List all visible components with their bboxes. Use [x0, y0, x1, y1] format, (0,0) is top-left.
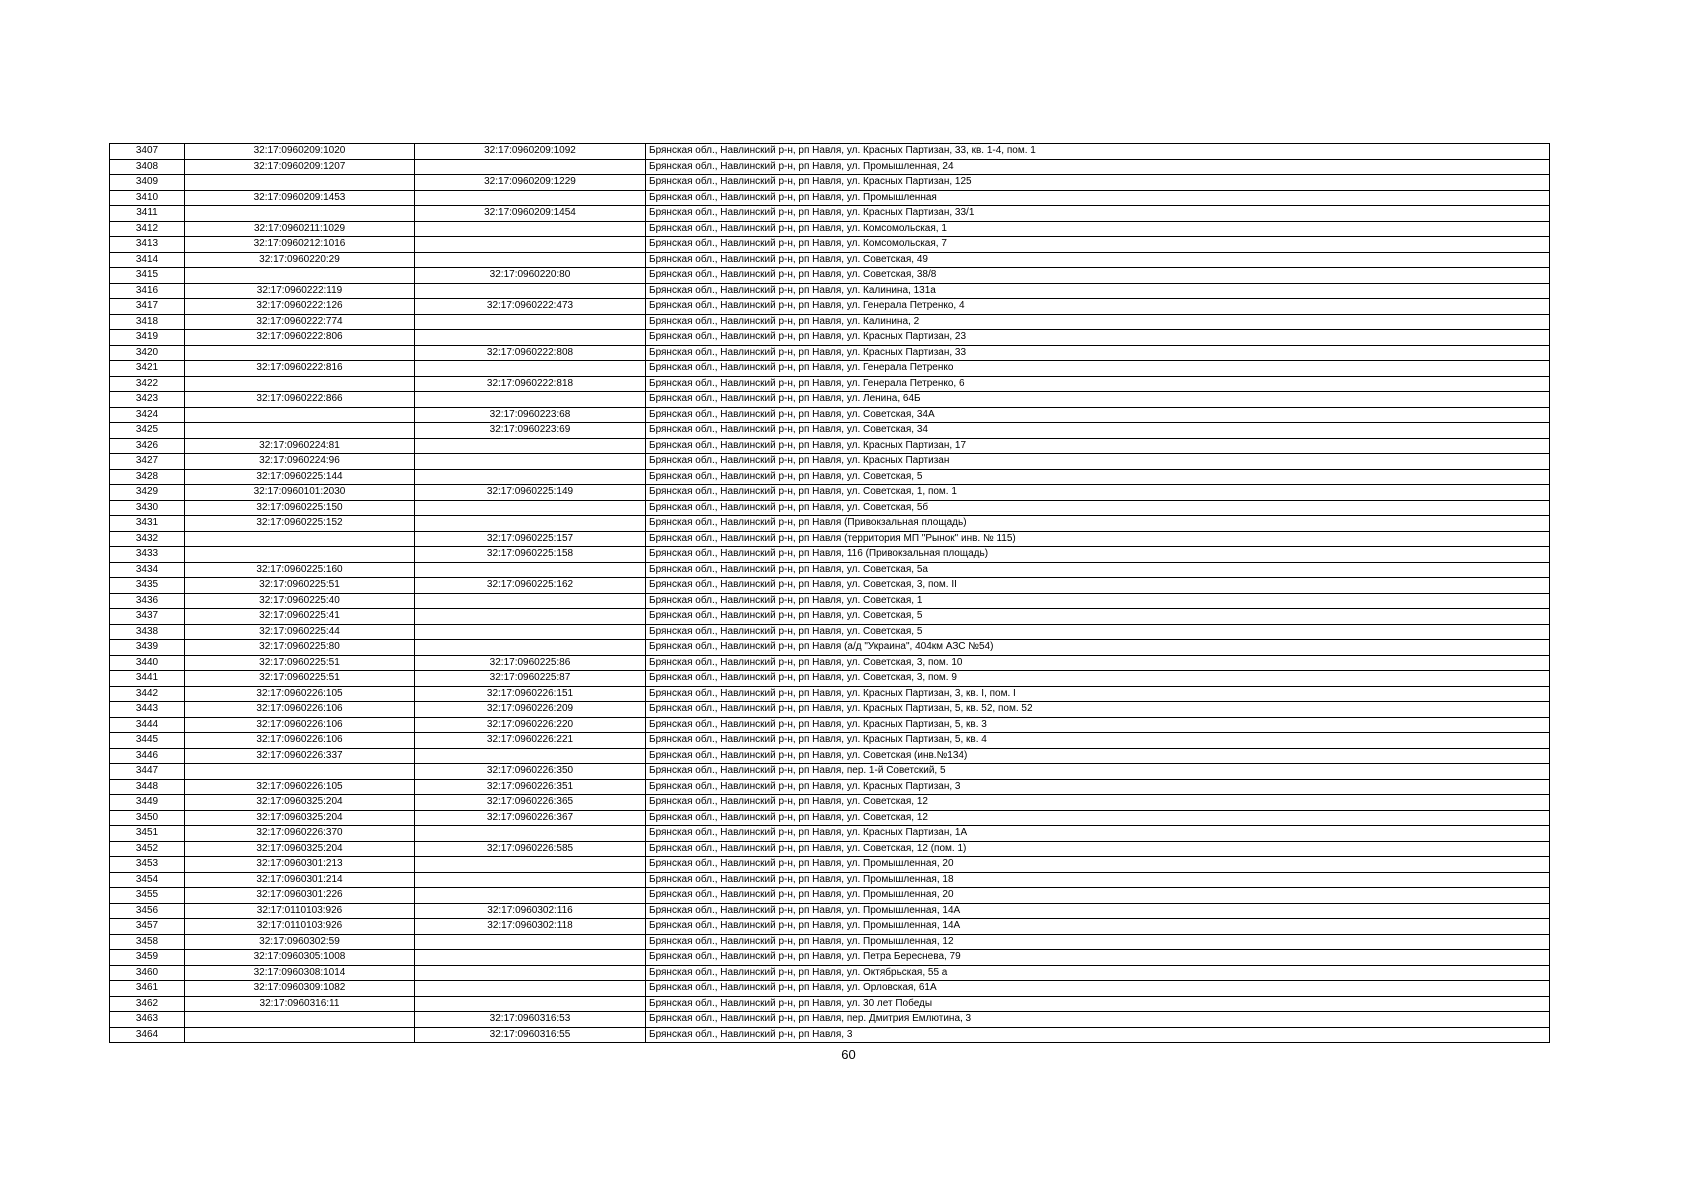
address-cell: Брянская обл., Навлинский р-н, рп Навля, ул. Советская, 5б — [646, 500, 1550, 516]
table-row — [110, 748, 1550, 764]
table-body — [110, 144, 1550, 1043]
address-cell: Брянская обл., Навлинский р-н, рп Навля, ул. Советская, 3, пом. II — [646, 578, 1550, 594]
row-number-cell: 3435 — [110, 578, 185, 594]
table-row — [110, 826, 1550, 842]
table-row — [110, 996, 1550, 1012]
address-cell: Брянская обл., Навлинский р-н, рп Навля, ул. Калинина, 2 — [646, 314, 1550, 330]
table-row — [110, 578, 1550, 594]
row-number-cell: 3413 — [110, 237, 185, 253]
cadastral-number-cell: 32:17:0960309:1082 — [185, 981, 415, 997]
table-row — [110, 733, 1550, 749]
address-cell: Брянская обл., Навлинский р-н, рп Навля, 3 — [646, 1027, 1550, 1043]
address-cell: Брянская обл., Навлинский р-н, рп Навля, ул. Красных Партизан, 33 — [646, 345, 1550, 361]
related-cadastral-number-cell — [415, 314, 646, 330]
row-number-cell: 3446 — [110, 748, 185, 764]
address-cell: Брянская обл., Навлинский р-н, рп Навля, ул. Генерала Петренко — [646, 361, 1550, 377]
table-row — [110, 888, 1550, 904]
related-cadastral-number-cell: 32:17:0960222:818 — [415, 376, 646, 392]
cadastral-number-cell: 32:17:0960222:866 — [185, 392, 415, 408]
table-row — [110, 485, 1550, 501]
row-number-cell: 3459 — [110, 950, 185, 966]
table-row — [110, 795, 1550, 811]
related-cadastral-number-cell: 32:17:0960225:87 — [415, 671, 646, 687]
table-row — [110, 531, 1550, 547]
address-cell: Брянская обл., Навлинский р-н, рп Навля, ул. Промышленная, 20 — [646, 857, 1550, 873]
table-row — [110, 438, 1550, 454]
cadastral-number-cell: 32:17:0960226:106 — [185, 702, 415, 718]
cadastral-number-cell: 32:17:0960301:214 — [185, 872, 415, 888]
table-row — [110, 330, 1550, 346]
table-row — [110, 392, 1550, 408]
address-cell: Брянская обл., Навлинский р-н, рп Навля, ул. Промышленная, 18 — [646, 872, 1550, 888]
row-number-cell: 3457 — [110, 919, 185, 935]
table-row — [110, 454, 1550, 470]
cadastral-number-cell: 32:17:0960225:144 — [185, 469, 415, 485]
table-row — [110, 934, 1550, 950]
table-row — [110, 159, 1550, 175]
table-row — [110, 841, 1550, 857]
related-cadastral-number-cell: 32:17:0960226:350 — [415, 764, 646, 780]
address-cell: Брянская обл., Навлинский р-н, рп Навля, ул. Красных Партизан, 5, кв. 4 — [646, 733, 1550, 749]
address-cell: Брянская обл., Навлинский р-н, рп Навля, ул. Советская, 38/8 — [646, 268, 1550, 284]
table-row — [110, 671, 1550, 687]
cadastral-number-cell: 32:17:0960225:160 — [185, 562, 415, 578]
row-number-cell: 3454 — [110, 872, 185, 888]
related-cadastral-number-cell — [415, 950, 646, 966]
table-row — [110, 624, 1550, 640]
row-number-cell: 3430 — [110, 500, 185, 516]
table-row — [110, 779, 1550, 795]
cadastral-number-cell: 32:17:0960225:152 — [185, 516, 415, 532]
row-number-cell: 3445 — [110, 733, 185, 749]
row-number-cell: 3415 — [110, 268, 185, 284]
address-cell: Брянская обл., Навлинский р-н, рп Навля, ул. Советская, 34А — [646, 407, 1550, 423]
address-cell: Брянская обл., Навлинский р-н, рп Навля, ул. Красных Партизан, 23 — [646, 330, 1550, 346]
row-number-cell: 3442 — [110, 686, 185, 702]
row-number-cell: 3419 — [110, 330, 185, 346]
cadastral-number-cell — [185, 423, 415, 439]
cadastral-number-cell: 32:17:0960226:105 — [185, 686, 415, 702]
address-cell: Брянская обл., Навлинский р-н, рп Навля, ул. Промышленная, 14А — [646, 903, 1550, 919]
row-number-cell: 3443 — [110, 702, 185, 718]
related-cadastral-number-cell: 32:17:0960302:118 — [415, 919, 646, 935]
table-row — [110, 965, 1550, 981]
row-number-cell: 3408 — [110, 159, 185, 175]
row-number-cell: 3429 — [110, 485, 185, 501]
table-row — [110, 252, 1550, 268]
row-number-cell: 3439 — [110, 640, 185, 656]
cadastral-number-cell: 32:17:0960305:1008 — [185, 950, 415, 966]
address-cell: Брянская обл., Навлинский р-н, рп Навля, ул. Советская, 5 — [646, 624, 1550, 640]
address-cell: Брянская обл., Навлинский р-н, рп Навля, ул. Красных Партизан, 5, кв. 52, пом. 52 — [646, 702, 1550, 718]
table-row — [110, 423, 1550, 439]
address-cell: Брянская обл., Навлинский р-н, рп Навля, ул. Советская, 1, пом. 1 — [646, 485, 1550, 501]
cadastral-number-cell: 32:17:0960316:11 — [185, 996, 415, 1012]
row-number-cell: 3444 — [110, 717, 185, 733]
address-cell: Брянская обл., Навлинский р-н, рп Навля, ул. Советская, 12 — [646, 795, 1550, 811]
related-cadastral-number-cell: 32:17:0960226:220 — [415, 717, 646, 733]
related-cadastral-number-cell — [415, 237, 646, 253]
row-number-cell: 3418 — [110, 314, 185, 330]
address-cell: Брянская обл., Навлинский р-н, рп Навля, ул. Калинина, 131а — [646, 283, 1550, 299]
cadastral-number-cell: 32:17:0960301:226 — [185, 888, 415, 904]
address-cell: Брянская обл., Навлинский р-н, рп Навля, пер. Дмитрия Емлютина, 3 — [646, 1012, 1550, 1028]
row-number-cell: 3453 — [110, 857, 185, 873]
related-cadastral-number-cell — [415, 888, 646, 904]
related-cadastral-number-cell — [415, 748, 646, 764]
related-cadastral-number-cell — [415, 361, 646, 377]
row-number-cell: 3448 — [110, 779, 185, 795]
address-cell: Брянская обл., Навлинский р-н, рп Навля, ул. Промышленная — [646, 190, 1550, 206]
table-row — [110, 376, 1550, 392]
table-row — [110, 950, 1550, 966]
address-cell: Брянская обл., Навлинский р-н, рп Навля, ул. Советская, 49 — [646, 252, 1550, 268]
table-row — [110, 702, 1550, 718]
table-row — [110, 206, 1550, 222]
row-number-cell: 3461 — [110, 981, 185, 997]
cadastral-number-cell: 32:17:0960224:96 — [185, 454, 415, 470]
address-cell: Брянская обл., Навлинский р-н, рп Навля, ул. Октябрьская, 55 а — [646, 965, 1550, 981]
cadastral-number-cell: 32:17:0960212:1016 — [185, 237, 415, 253]
cadastral-number-cell — [185, 547, 415, 563]
table-row — [110, 655, 1550, 671]
cadastral-number-cell: 32:17:0960225:80 — [185, 640, 415, 656]
cadastral-number-cell: 32:17:0960211:1029 — [185, 221, 415, 237]
address-cell: Брянская обл., Навлинский р-н, рп Навля, ул. Петра Береснева, 79 — [646, 950, 1550, 966]
related-cadastral-number-cell: 32:17:0960226:221 — [415, 733, 646, 749]
cadastral-number-cell: 32:17:0960225:51 — [185, 671, 415, 687]
related-cadastral-number-cell: 32:17:0960225:86 — [415, 655, 646, 671]
table-row — [110, 299, 1550, 315]
row-number-cell: 3437 — [110, 609, 185, 625]
cadastral-number-cell: 32:17:0960325:204 — [185, 810, 415, 826]
cadastral-number-cell: 32:17:0960209:1020 — [185, 144, 415, 160]
address-cell: Брянская обл., Навлинский р-н, рп Навля, ул. Красных Партизан, 33, кв. 1-4, пом. 1 — [646, 144, 1550, 160]
cadastral-number-cell: 32:17:0960225:51 — [185, 578, 415, 594]
row-number-cell: 3426 — [110, 438, 185, 454]
address-cell: Брянская обл., Навлинский р-н, рп Навля, ул. Комсомольская, 7 — [646, 237, 1550, 253]
related-cadastral-number-cell — [415, 857, 646, 873]
address-cell: Брянская обл., Навлинский р-н, рп Навля, ул. Красных Партизан, 33/1 — [646, 206, 1550, 222]
row-number-cell: 3456 — [110, 903, 185, 919]
address-cell: Брянская обл., Навлинский р-н, рп Навля (а/д "Украина", 404км АЗС №54) — [646, 640, 1550, 656]
row-number-cell: 3463 — [110, 1012, 185, 1028]
row-number-cell: 3447 — [110, 764, 185, 780]
cadastral-number-cell: 32:17:0960225:41 — [185, 609, 415, 625]
cadastral-number-cell: 32:17:0960225:44 — [185, 624, 415, 640]
address-cell: Брянская обл., Навлинский р-н, рп Навля, ул. Промышленная, 14А — [646, 919, 1550, 935]
table-row — [110, 919, 1550, 935]
cadastral-number-cell — [185, 376, 415, 392]
cadastral-number-cell: 32:17:0960209:1453 — [185, 190, 415, 206]
related-cadastral-number-cell: 32:17:0960209:1229 — [415, 175, 646, 191]
row-number-cell: 3431 — [110, 516, 185, 532]
row-number-cell: 3451 — [110, 826, 185, 842]
table-row — [110, 175, 1550, 191]
related-cadastral-number-cell: 32:17:0960302:116 — [415, 903, 646, 919]
related-cadastral-number-cell: 32:17:0960222:473 — [415, 299, 646, 315]
cadastral-number-cell: 32:17:0960222:816 — [185, 361, 415, 377]
table-row — [110, 345, 1550, 361]
related-cadastral-number-cell: 32:17:0960209:1092 — [415, 144, 646, 160]
address-cell: Брянская обл., Навлинский р-н, рп Навля, ул. Советская, 5 — [646, 469, 1550, 485]
table-row — [110, 1012, 1550, 1028]
related-cadastral-number-cell — [415, 159, 646, 175]
related-cadastral-number-cell: 32:17:0960316:53 — [415, 1012, 646, 1028]
row-number-cell: 3438 — [110, 624, 185, 640]
address-cell: Брянская обл., Навлинский р-н, рп Навля, ул. Промышленная, 12 — [646, 934, 1550, 950]
address-cell: Брянская обл., Навлинский р-н, рп Навля, ул. Генерала Петренко, 6 — [646, 376, 1550, 392]
cadastral-number-cell: 32:17:0110103:926 — [185, 903, 415, 919]
row-number-cell: 3422 — [110, 376, 185, 392]
table-row — [110, 764, 1550, 780]
row-number-cell: 3411 — [110, 206, 185, 222]
related-cadastral-number-cell: 32:17:0960225:157 — [415, 531, 646, 547]
address-cell: Брянская обл., Навлинский р-н, рп Навля, ул. Советская, 12 (пом. 1) — [646, 841, 1550, 857]
related-cadastral-number-cell: 32:17:0960209:1454 — [415, 206, 646, 222]
related-cadastral-number-cell — [415, 252, 646, 268]
related-cadastral-number-cell — [415, 996, 646, 1012]
table-row — [110, 686, 1550, 702]
cadastral-number-cell: 32:17:0960225:150 — [185, 500, 415, 516]
cadastral-number-cell: 32:17:0960101:2030 — [185, 485, 415, 501]
table-row — [110, 903, 1550, 919]
related-cadastral-number-cell: 32:17:0960225:162 — [415, 578, 646, 594]
related-cadastral-number-cell: 32:17:0960222:808 — [415, 345, 646, 361]
address-cell: Брянская обл., Навлинский р-н, рп Навля, ул. Советская, 5а — [646, 562, 1550, 578]
address-cell: Брянская обл., Навлинский р-н, рп Навля, ул. Советская, 3, пом. 10 — [646, 655, 1550, 671]
table-row — [110, 810, 1550, 826]
cadastral-number-cell: 32:17:0960222:774 — [185, 314, 415, 330]
related-cadastral-number-cell — [415, 392, 646, 408]
cadastral-number-cell — [185, 1012, 415, 1028]
cadastral-number-cell — [185, 764, 415, 780]
related-cadastral-number-cell: 32:17:0960226:365 — [415, 795, 646, 811]
table-row — [110, 221, 1550, 237]
property-table — [109, 143, 1550, 1043]
address-cell: Брянская обл., Навлинский р-н, рп Навля, ул. 30 лет Победы — [646, 996, 1550, 1012]
cadastral-number-cell — [185, 407, 415, 423]
cadastral-number-cell: 32:17:0960222:126 — [185, 299, 415, 315]
row-number-cell: 3455 — [110, 888, 185, 904]
cadastral-number-cell: 32:17:0960222:119 — [185, 283, 415, 299]
table-row — [110, 314, 1550, 330]
table-row — [110, 609, 1550, 625]
cadastral-number-cell — [185, 175, 415, 191]
cadastral-number-cell: 32:17:0960220:29 — [185, 252, 415, 268]
related-cadastral-number-cell — [415, 965, 646, 981]
address-cell: Брянская обл., Навлинский р-н, рп Навля, ул. Советская (инв.№134) — [646, 748, 1550, 764]
address-cell: Брянская обл., Навлинский р-н, рп Навля, ул. Промышленная, 20 — [646, 888, 1550, 904]
cadastral-number-cell: 32:17:0960226:370 — [185, 826, 415, 842]
table-row — [110, 190, 1550, 206]
row-number-cell: 3441 — [110, 671, 185, 687]
table-row — [110, 640, 1550, 656]
table-row — [110, 872, 1550, 888]
address-cell: Брянская обл., Навлинский р-н, рп Навля, ул. Советская, 1 — [646, 593, 1550, 609]
address-cell: Брянская обл., Навлинский р-н, рп Навля (территория МП "Рынок" инв. № 115) — [646, 531, 1550, 547]
row-number-cell: 3421 — [110, 361, 185, 377]
related-cadastral-number-cell: 32:17:0960225:149 — [415, 485, 646, 501]
table-row — [110, 237, 1550, 253]
address-cell: Брянская обл., Навлинский р-н, рп Навля, ул. Комсомольская, 1 — [646, 221, 1550, 237]
cadastral-number-cell: 32:17:0960301:213 — [185, 857, 415, 873]
row-number-cell: 3460 — [110, 965, 185, 981]
related-cadastral-number-cell — [415, 624, 646, 640]
related-cadastral-number-cell: 32:17:0960226:151 — [415, 686, 646, 702]
row-number-cell: 3428 — [110, 469, 185, 485]
related-cadastral-number-cell — [415, 609, 646, 625]
table-row — [110, 361, 1550, 377]
cadastral-number-cell: 32:17:0960325:204 — [185, 841, 415, 857]
related-cadastral-number-cell — [415, 190, 646, 206]
related-cadastral-number-cell — [415, 934, 646, 950]
address-cell: Брянская обл., Навлинский р-н, рп Навля, ул. Красных Партизан, 3, кв. I, пом. I — [646, 686, 1550, 702]
address-cell: Брянская обл., Навлинский р-н, рп Навля, ул. Красных Партизан, 5, кв. 3 — [646, 717, 1550, 733]
page-number: 60 — [841, 1047, 856, 1062]
address-cell: Брянская обл., Навлинский р-н, рп Навля, ул. Красных Партизан, 125 — [646, 175, 1550, 191]
cadastral-number-cell: 32:17:0960226:106 — [185, 733, 415, 749]
row-number-cell: 3434 — [110, 562, 185, 578]
table-row — [110, 516, 1550, 532]
cadastral-number-cell — [185, 345, 415, 361]
cadastral-number-cell: 32:17:0960225:51 — [185, 655, 415, 671]
related-cadastral-number-cell — [415, 283, 646, 299]
cadastral-number-cell: 32:17:0960222:806 — [185, 330, 415, 346]
related-cadastral-number-cell — [415, 981, 646, 997]
table-row — [110, 407, 1550, 423]
row-number-cell: 3436 — [110, 593, 185, 609]
row-number-cell: 3440 — [110, 655, 185, 671]
address-cell: Брянская обл., Навлинский р-н, рп Навля, ул. Советская, 5 — [646, 609, 1550, 625]
address-cell: Брянская обл., Навлинский р-н, рп Навля, 116 (Привокзальная площадь) — [646, 547, 1550, 563]
address-cell: Брянская обл., Навлинский р-н, рп Навля, ул. Красных Партизан, 17 — [646, 438, 1550, 454]
row-number-cell: 3414 — [110, 252, 185, 268]
row-number-cell: 3427 — [110, 454, 185, 470]
row-number-cell: 3449 — [110, 795, 185, 811]
row-number-cell: 3452 — [110, 841, 185, 857]
related-cadastral-number-cell: 32:17:0960226:367 — [415, 810, 646, 826]
cadastral-number-cell — [185, 531, 415, 547]
table-row — [110, 717, 1550, 733]
related-cadastral-number-cell: 32:17:0960223:69 — [415, 423, 646, 439]
row-number-cell: 3425 — [110, 423, 185, 439]
cadastral-number-cell — [185, 268, 415, 284]
address-cell: Брянская обл., Навлинский р-н, рп Навля, ул. Орловская, 61А — [646, 981, 1550, 997]
row-number-cell: 3464 — [110, 1027, 185, 1043]
row-number-cell: 3462 — [110, 996, 185, 1012]
related-cadastral-number-cell — [415, 221, 646, 237]
table-row — [110, 547, 1550, 563]
row-number-cell: 3412 — [110, 221, 185, 237]
related-cadastral-number-cell — [415, 330, 646, 346]
address-cell: Брянская обл., Навлинский р-н, рп Навля, ул. Промышленная, 24 — [646, 159, 1550, 175]
related-cadastral-number-cell — [415, 640, 646, 656]
related-cadastral-number-cell — [415, 562, 646, 578]
cadastral-number-cell: 32:17:0960226:337 — [185, 748, 415, 764]
address-cell: Брянская обл., Навлинский р-н, рп Навля, ул. Ленина, 64Б — [646, 392, 1550, 408]
row-number-cell: 3423 — [110, 392, 185, 408]
related-cadastral-number-cell: 32:17:0960226:209 — [415, 702, 646, 718]
table-row — [110, 469, 1550, 485]
table-row — [110, 283, 1550, 299]
related-cadastral-number-cell: 32:17:0960226:585 — [415, 841, 646, 857]
related-cadastral-number-cell — [415, 469, 646, 485]
row-number-cell: 3433 — [110, 547, 185, 563]
related-cadastral-number-cell: 32:17:0960226:351 — [415, 779, 646, 795]
table-row — [110, 144, 1550, 160]
related-cadastral-number-cell: 32:17:0960225:158 — [415, 547, 646, 563]
table-row — [110, 268, 1550, 284]
cadastral-number-cell: 32:17:0960226:106 — [185, 717, 415, 733]
address-cell: Брянская обл., Навлинский р-н, рп Навля, ул. Красных Партизан, 1А — [646, 826, 1550, 842]
row-number-cell: 3407 — [110, 144, 185, 160]
related-cadastral-number-cell — [415, 826, 646, 842]
address-cell: Брянская обл., Навлинский р-н, рп Навля, ул. Красных Партизан, 3 — [646, 779, 1550, 795]
cadastral-number-cell: 32:17:0960325:204 — [185, 795, 415, 811]
address-cell: Брянская обл., Навлинский р-н, рп Навля, ул. Советская, 34 — [646, 423, 1550, 439]
row-number-cell: 3417 — [110, 299, 185, 315]
table-row — [110, 593, 1550, 609]
table-row — [110, 562, 1550, 578]
cadastral-number-cell: 32:17:0960225:40 — [185, 593, 415, 609]
related-cadastral-number-cell: 32:17:0960220:80 — [415, 268, 646, 284]
address-cell: Брянская обл., Навлинский р-н, рп Навля, ул. Красных Партизан — [646, 454, 1550, 470]
cadastral-number-cell: 32:17:0110103:926 — [185, 919, 415, 935]
table-row — [110, 981, 1550, 997]
address-cell: Брянская обл., Навлинский р-н, рп Навля, ул. Советская, 3, пом. 9 — [646, 671, 1550, 687]
cadastral-number-cell: 32:17:0960226:105 — [185, 779, 415, 795]
related-cadastral-number-cell — [415, 438, 646, 454]
cadastral-number-cell — [185, 206, 415, 222]
row-number-cell: 3424 — [110, 407, 185, 423]
address-cell: Брянская обл., Навлинский р-н, рп Навля (Привокзальная площадь) — [646, 516, 1550, 532]
row-number-cell: 3432 — [110, 531, 185, 547]
row-number-cell: 3450 — [110, 810, 185, 826]
row-number-cell: 3458 — [110, 934, 185, 950]
related-cadastral-number-cell: 32:17:0960223:68 — [415, 407, 646, 423]
related-cadastral-number-cell — [415, 872, 646, 888]
row-number-cell: 3416 — [110, 283, 185, 299]
cadastral-number-cell — [185, 1027, 415, 1043]
related-cadastral-number-cell — [415, 516, 646, 532]
row-number-cell: 3420 — [110, 345, 185, 361]
address-cell: Брянская обл., Навлинский р-н, рп Навля, ул. Советская, 12 — [646, 810, 1550, 826]
address-cell: Брянская обл., Навлинский р-н, рп Навля, ул. Генерала Петренко, 4 — [646, 299, 1550, 315]
cadastral-number-cell: 32:17:0960302:59 — [185, 934, 415, 950]
related-cadastral-number-cell — [415, 454, 646, 470]
table-row — [110, 500, 1550, 516]
row-number-cell: 3409 — [110, 175, 185, 191]
address-cell: Брянская обл., Навлинский р-н, рп Навля, пер. 1-й Советский, 5 — [646, 764, 1550, 780]
table-row — [110, 1027, 1550, 1043]
cadastral-number-cell: 32:17:0960224:81 — [185, 438, 415, 454]
cadastral-number-cell: 32:17:0960209:1207 — [185, 159, 415, 175]
related-cadastral-number-cell — [415, 500, 646, 516]
related-cadastral-number-cell — [415, 593, 646, 609]
table-row — [110, 857, 1550, 873]
row-number-cell: 3410 — [110, 190, 185, 206]
related-cadastral-number-cell: 32:17:0960316:55 — [415, 1027, 646, 1043]
cadastral-number-cell: 32:17:0960308:1014 — [185, 965, 415, 981]
